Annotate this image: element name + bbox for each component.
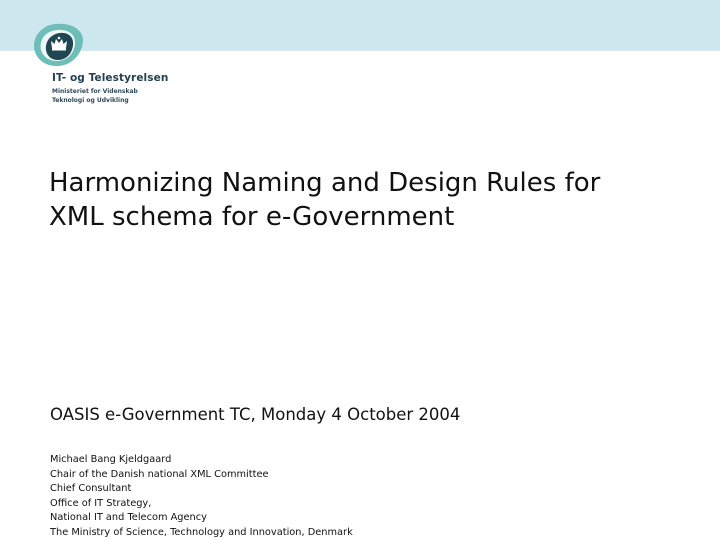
header-band bbox=[0, 0, 720, 51]
logo-text bbox=[52, 72, 168, 105]
slide-title bbox=[49, 166, 689, 234]
author-office: Office of IT Strategy, bbox=[50, 497, 152, 509]
logo-subtitle-line: Ministeriet for Videnskab bbox=[52, 88, 138, 95]
logo-subtitle-line: Teknologi og Udvikling bbox=[52, 97, 129, 104]
author-position: Chief Consultant bbox=[50, 483, 132, 495]
author-agency: National IT and Telecom Agency bbox=[50, 512, 207, 524]
slide-title-line: Harmonizing Naming and Design Rules for bbox=[49, 168, 601, 198]
author-info bbox=[50, 453, 353, 541]
author-ministry: The Ministry of Science, Technology and Innovation, Denmark bbox=[50, 526, 353, 538]
logo-title: IT- og Telestyrelsen bbox=[52, 72, 169, 84]
crown-emblem-icon bbox=[29, 22, 85, 68]
author-role: Chair of the Danish national XML Committee bbox=[50, 468, 269, 480]
logo-subtitle bbox=[52, 87, 168, 105]
slide-title-line: XML schema for e-Government bbox=[49, 202, 455, 232]
author-name: Michael Bang Kjeldgaard bbox=[50, 454, 172, 465]
slide-subtitle: OASIS e-Government TC, Monday 4 October 2004 bbox=[50, 405, 461, 424]
